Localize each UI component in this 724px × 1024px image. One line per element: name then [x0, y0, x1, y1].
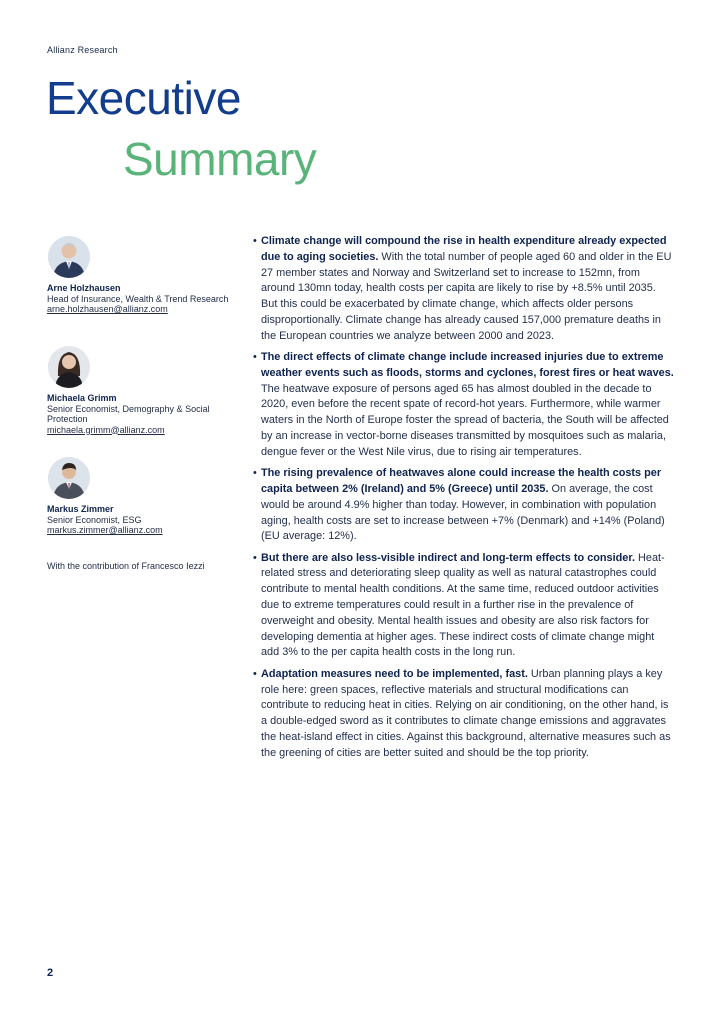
bullet-text: The heatwave exposure of persons aged 65 has almost doubled in the decade to 2020, even before the recent spate of record-hot years. Furthermore, while warmer waters in the North of Europe foster the spread of bacteria, the South will be affected by an increase in vector-borne diseases transmitted by mosquitoes such as malaria, dengue fever or the West Nile virus, due to rising air temperatures. — [261, 382, 669, 458]
author-name: Arne Holzhausen — [47, 283, 121, 293]
bullet-dot-icon: • — [253, 551, 257, 564]
author-photo-icon — [48, 346, 90, 388]
bullet-heading: The direct effects of climate change include increased injuries due to extreme weather events such as floods, storms and cyclones, forest fires or heat waves. — [261, 351, 674, 379]
bullet-text: On average, the cost would be around 4.9% higher than today. However, in combination with population aging, health costs are set to increase between +7% (Denmark) and +14% (Poland) (EU average: 12%). — [261, 482, 665, 543]
author-email-link[interactable]: michaela.grimm@allianz.com — [47, 424, 165, 435]
avatar — [48, 346, 90, 388]
bullet-text: Heat-related stress and deteriorating sleep quality as well as natural catastrophes could contribute to mental health conditions. At the same time, reduced outdoor activities due to extreme temperatures could result in a further rise in the prevalence of overweight and obesity. Mental health issues and obesity are also risk factors for developing dementia at higher ages. These indirect costs of climate change might add 3% to the per capita health costs in the long run. — [261, 551, 665, 659]
title-summary: Summary — [123, 133, 317, 185]
bullet-text: Urban planning plays a key role here: green spaces, reflective materials and structural modifications can contribute to reducing heat in cities. Relying on air conditioning, on the other hand, is a double-edged sword as it contributes to climate change emissions and aggravates the heat-island effect in cities. Against this background, alternative measures such as the greening of cities are better suited and should be the top priority. — [261, 667, 671, 759]
author-name: Michaela Grimm — [47, 393, 117, 403]
author-photo-icon — [48, 457, 90, 499]
author-block-grimm — [47, 346, 247, 435]
author-role: Head of Insurance, Wealth & Trend Research — [47, 293, 229, 304]
author-role: Senior Economist, ESG — [47, 514, 142, 525]
summary-bullet — [253, 234, 675, 345]
summary-bullet — [253, 667, 675, 762]
author-block-zimmer — [47, 457, 247, 536]
title-executive: Executive — [46, 72, 241, 124]
report-header: Allianz Research — [47, 45, 118, 55]
bullet-heading: But there are also less-visible indirect and long-term effects to consider. — [261, 551, 636, 564]
author-block-holzhausen — [47, 236, 247, 315]
bullet-dot-icon: • — [253, 235, 257, 247]
avatar — [48, 457, 90, 499]
bullet-dot-icon: • — [253, 667, 257, 680]
avatar — [48, 236, 90, 278]
bullet-heading: Adaptation measures need to be implemented, fast. — [261, 667, 528, 680]
author-name: Markus Zimmer — [47, 504, 114, 514]
page-number: 2 — [47, 967, 54, 979]
summary-bullet — [253, 466, 675, 545]
summary-bullet — [253, 551, 675, 662]
bullet-dot-icon: • — [253, 351, 257, 364]
author-email-link[interactable]: arne.holzhausen@allianz.com — [47, 304, 168, 314]
bullet-dot-icon: • — [253, 467, 257, 480]
summary-content — [253, 234, 675, 767]
author-role: Senior Economist, Demography & Social Protection — [47, 403, 210, 424]
bullet-text: With the total number of people aged 60 and older in the EU 27 member states and Norway and Switzerland set to increase to 152mn, from around 130mn today, health costs per capita are likely to rise by +8.5% until 2035. But this could be exacerbated by climate change, which affects older persons disproportionally. Climate change has already caused 157,000 premature deaths in the European countries we analyze between 2000 and 2023. — [261, 250, 672, 342]
contribution-note: With the contribution of Francesco Iezzi — [47, 561, 205, 571]
summary-bullet — [253, 350, 675, 461]
author-photo-icon — [48, 236, 90, 278]
bullet-heading: Climate change will compound the rise in health expenditure already expected due to aging societies. — [261, 235, 667, 263]
bullet-heading: The rising prevalence of heatwaves alone could increase the health costs per capita between 2% (Ireland) and 5% (Greece) until 2035. — [261, 467, 662, 495]
author-email-link[interactable]: markus.zimmer@allianz.com — [47, 525, 163, 535]
